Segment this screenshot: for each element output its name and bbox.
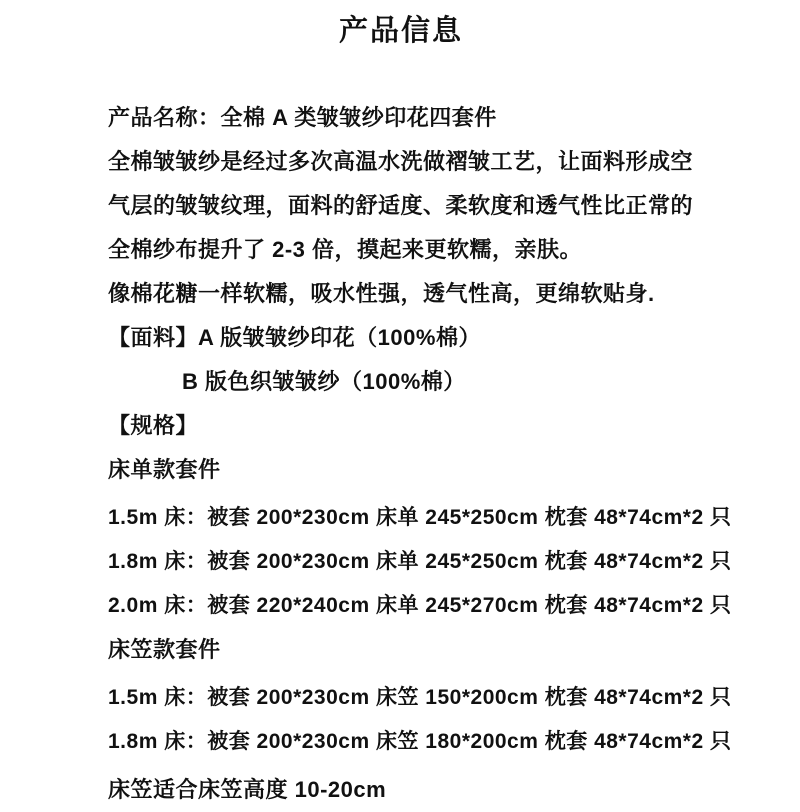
fitted-set-row-1-8m: 1.8m 床：被套 200*230cm 床笠 180*200cm 枕套 48*74cm*2 只 — [108, 730, 732, 753]
description-line-3: 全棉纱布提升了 2-3 倍，摸起来更软糯，亲肤。 — [108, 237, 583, 262]
sheet-set-row-1-8m: 1.8m 床：被套 200*230cm 床单 245*250cm 枕套 48*74cm*2 只 — [108, 550, 732, 573]
page-title: 产品信息 — [338, 15, 463, 47]
sheet-set-row-2-0m: 2.0m 床：被套 220*240cm 床单 245*270cm 枕套 48*74cm*2 只 — [108, 594, 732, 617]
description-line-2: 气层的皱皱纹理，面料的舒适度、柔软度和透气性比正常的 — [108, 193, 694, 218]
fitted-set-header: 床笠款套件 — [108, 637, 221, 662]
description-line-4: 像棉花糖一样软糯，吸水性强，透气性高，更绵软贴身. — [108, 281, 655, 306]
description-line-1: 全棉皱皱纱是经过多次高温水洗做褶皱工艺，让面料形成空 — [108, 149, 694, 174]
spec-section-header: 【规格】 — [108, 413, 199, 438]
sheet-set-header: 床单款套件 — [108, 457, 221, 482]
sheet-set-row-1-5m: 1.5m 床：被套 200*230cm 床单 245*250cm 枕套 48*74cm*2 只 — [108, 506, 732, 529]
fabric-line-b: B 版色织皱皱纱（100%棉） — [182, 369, 466, 394]
fitted-set-row-1-5m: 1.5m 床：被套 200*230cm 床笠 150*200cm 枕套 48*74cm*2 只 — [108, 686, 732, 709]
product-name-line: 产品名称：全棉 A 类皱皱纱印花四套件 — [108, 105, 497, 130]
fabric-line-a: 【面料】A 版皱皱纱印花（100%棉） — [108, 325, 481, 350]
document-body — [108, 96, 732, 812]
fitted-height-note: 床笠适合床笠高度 10-20cm — [108, 777, 387, 802]
